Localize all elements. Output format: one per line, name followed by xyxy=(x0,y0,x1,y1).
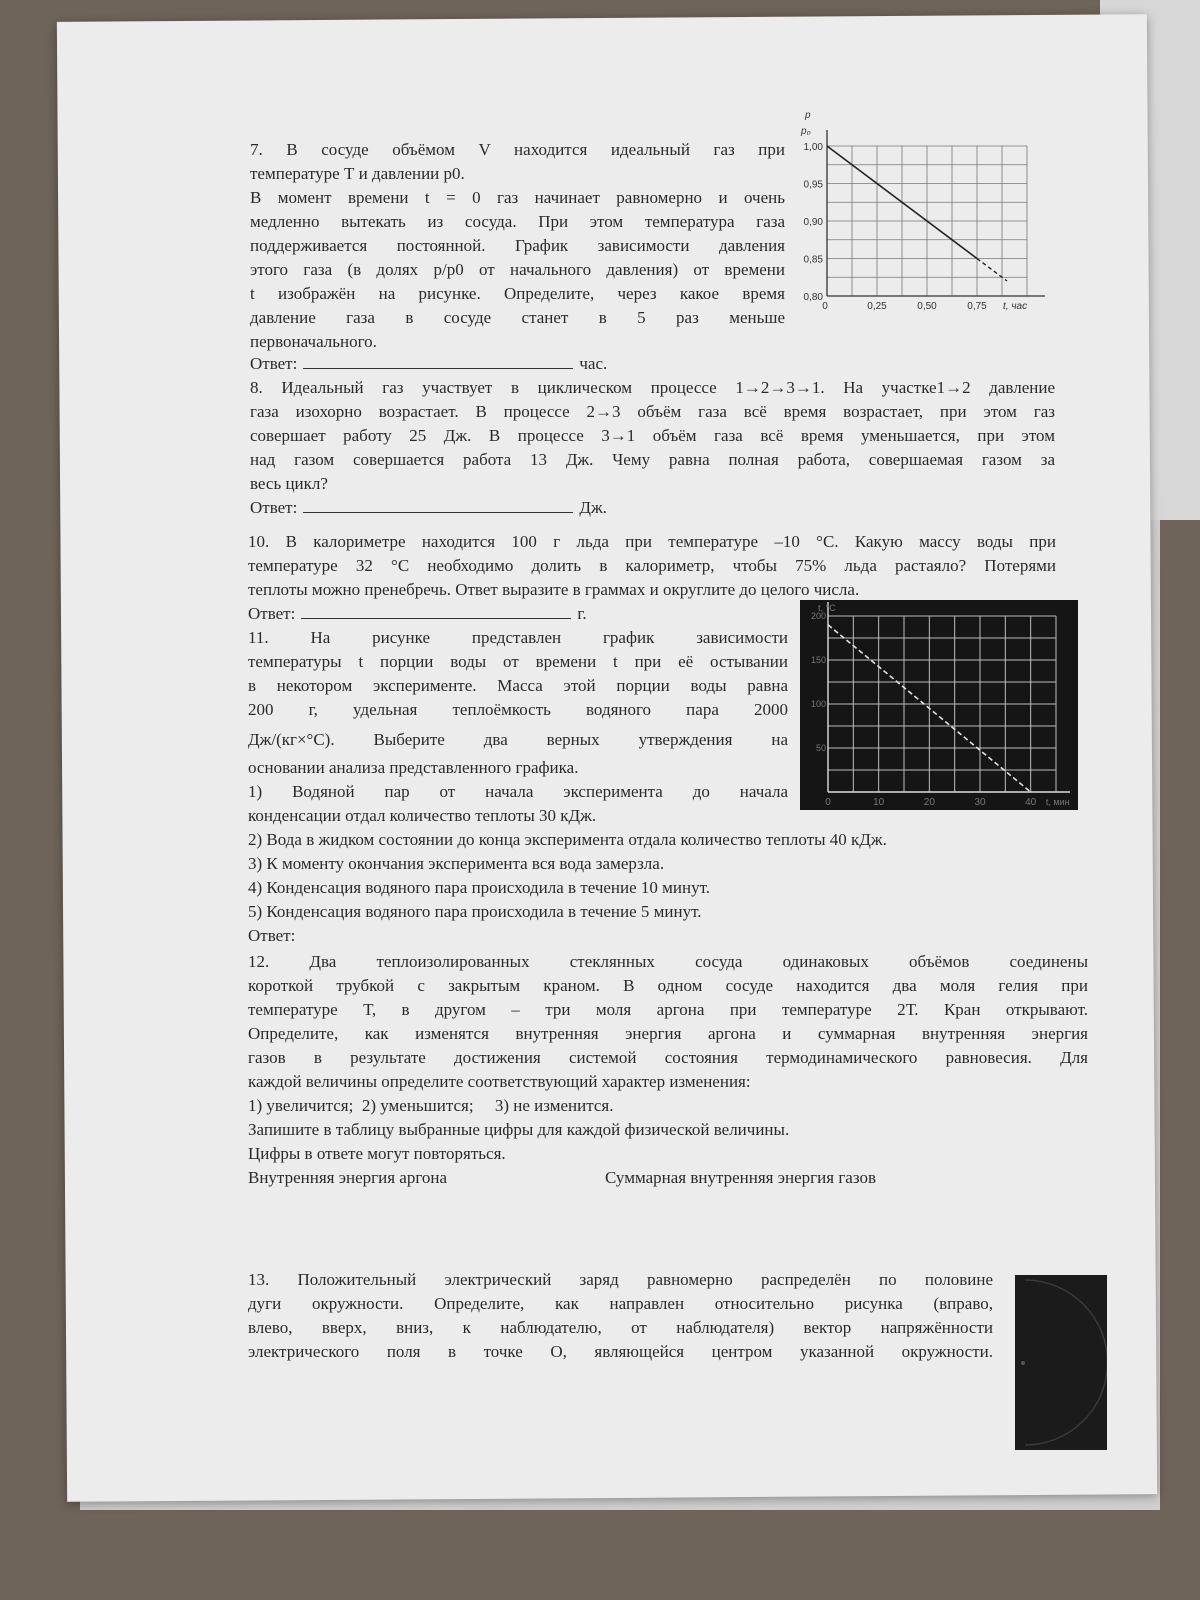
table-col-total: Суммарная внутренняя энергия газов xyxy=(605,1168,876,1187)
y-axis-label: t, °С xyxy=(818,603,836,613)
y-tick-label: 1,00 xyxy=(803,142,823,153)
x-axis-label: t, мин xyxy=(1045,797,1070,807)
answer-row-7: Ответ: час. xyxy=(250,354,608,373)
y-tick-label: 150 xyxy=(810,655,826,665)
y-axis-label-top: p xyxy=(805,110,811,121)
answer-field-8[interactable] xyxy=(303,498,573,513)
answer-row-11[interactable]: Ответ: xyxy=(248,926,296,945)
answer-row-10: Ответ: г. xyxy=(248,604,587,623)
x-tick-label: 20 xyxy=(923,797,935,808)
table-col-argon: Внутренняя энергия аргона xyxy=(248,1168,448,1187)
y-tick-label: 0,85 xyxy=(803,254,823,266)
arc-figure-background xyxy=(1015,1275,1107,1450)
point-o-marker xyxy=(1021,1361,1025,1365)
y-tick-label: 0,80 xyxy=(803,292,823,303)
x-tick-label: 10 xyxy=(873,797,885,808)
chart-background xyxy=(800,600,1078,810)
x-tick-label: 0 xyxy=(822,301,828,312)
y-tick-label: 200 xyxy=(810,611,826,621)
pressure-chart xyxy=(795,108,1075,323)
x-tick-label: 0,50 xyxy=(917,301,937,312)
x-tick-label: 0,75 xyxy=(967,301,987,312)
y-tick-label: 100 xyxy=(810,699,826,709)
arc-figure xyxy=(1015,1275,1107,1450)
y-axis-label-bottom: p₀ xyxy=(801,126,811,137)
y-tick-label: 0,95 xyxy=(803,179,823,191)
temperature-chart xyxy=(800,600,1078,810)
answer-field-7[interactable] xyxy=(303,354,573,369)
x-axis-label: t, час xyxy=(1003,301,1028,312)
options-row-12: 1) увеличится; 2) уменьшится; 3) не изменится. xyxy=(248,1096,614,1115)
y-tick-label: 50 xyxy=(815,743,826,753)
y-tick-label: 0,90 xyxy=(803,217,823,228)
x-tick-label: 0 xyxy=(825,797,831,808)
x-tick-label: 30 xyxy=(974,797,986,808)
x-tick-label: 0,25 xyxy=(867,301,887,312)
answer-row-8: Ответ: Дж. xyxy=(250,498,607,517)
x-tick-label: 40 xyxy=(1025,797,1037,808)
answer-field-10[interactable] xyxy=(301,604,571,619)
